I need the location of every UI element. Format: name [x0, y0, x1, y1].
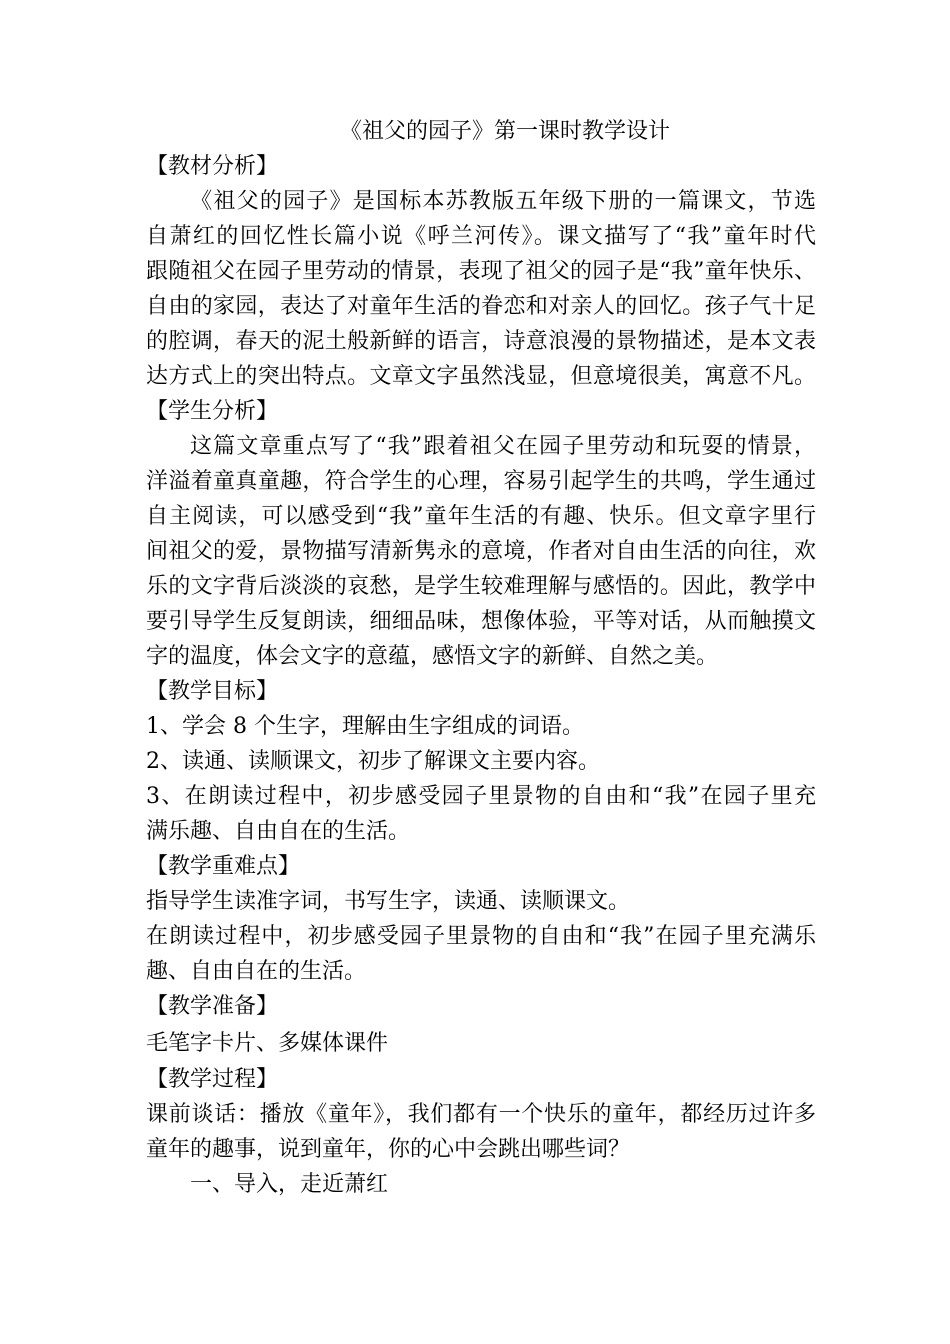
- section-heading-process: 【教学过程】: [146, 1067, 279, 1092]
- paragraph-line: 自萧红的回忆性长篇小说《呼兰河传》。课文描写了“我”童年时代: [146, 224, 816, 249]
- paragraph-line: 要引导学生反复朗读，细细品味，想像体验，平等对话，从而触摸文: [146, 609, 816, 634]
- list-item: 2、读通、读顺课文，初步了解课文主要内容。: [146, 749, 600, 774]
- paragraph-line: 这篇文章重点写了“我”跟着祖父在园子里劳动和玩耍的情景，: [190, 434, 816, 459]
- paragraph-line: 的腔调，春天的泥土般新鲜的语言，诗意浪漫的景物描述，是本文表: [146, 329, 816, 354]
- section-heading-material: 【教材分析】: [146, 154, 279, 179]
- paragraph-line: 趣、自由自在的生活。: [146, 959, 367, 984]
- page-title: 《祖父的园子》第一课时教学设计: [340, 119, 671, 144]
- paragraph-line: 在朗读过程中，初步感受园子里景物的自由和“我”在园子里充满乐: [146, 924, 816, 949]
- paragraph-line: 课前谈话：播放《童年》，我们都有一个快乐的童年，都经历过许多: [146, 1102, 816, 1127]
- subheading: 一、导入，走近萧红: [190, 1172, 389, 1197]
- paragraph-line: 指导学生读准字词，书写生字，读通、读顺课文。: [146, 889, 631, 914]
- paragraph-line: 自主阅读，可以感受到“我”童年生活的有趣、快乐。但文章字里行: [146, 504, 816, 529]
- paragraph-line: 乐的文字背后淡淡的哀愁，是学生较难理解与感悟的。因此，教学中: [146, 574, 816, 599]
- paragraph-line: 跟随祖父在园子里劳动的情景，表现了祖父的园子是“我”童年快乐、: [146, 259, 816, 284]
- section-heading-prep: 【教学准备】: [146, 994, 279, 1019]
- section-heading-keypoints: 【教学重难点】: [146, 854, 301, 879]
- section-heading-goals: 【教学目标】: [146, 679, 279, 704]
- paragraph-line: 毛笔字卡片、多媒体课件: [146, 1031, 389, 1056]
- paragraph-line: 达方式上的突出特点。文章文字虽然浅显，但意境很美，寓意不凡。: [146, 364, 816, 389]
- paragraph-line: 洋溢着童真童趣，符合学生的心理，容易引起学生的共鸣，学生通过: [146, 469, 816, 494]
- list-item: 1、学会 8 个生字，理解由生字组成的词语。: [146, 714, 584, 739]
- paragraph-line: 童年的趣事，说到童年，你的心中会跳出哪些词？: [146, 1137, 631, 1162]
- paragraph-line: 间祖父的爱，景物描写清新隽永的意境，作者对自由生活的向往，欢: [146, 539, 816, 564]
- section-heading-student: 【学生分析】: [146, 399, 279, 424]
- list-item: 3、在朗读过程中，初步感受园子里景物的自由和“我”在园子里充: [146, 784, 816, 809]
- paragraph-line: 自由的家园，表达了对童年生活的眷恋和对亲人的回忆。孩子气十足: [146, 294, 816, 319]
- list-item-continuation: 满乐趣、自由自在的生活。: [146, 819, 411, 844]
- paragraph-line: 《祖父的园子》是国标本苏教版五年级下册的一篇课文，节选: [178, 189, 816, 214]
- paragraph-line: 字的温度，体会文字的意蕴，感悟文字的新鲜、自然之美。: [146, 644, 719, 669]
